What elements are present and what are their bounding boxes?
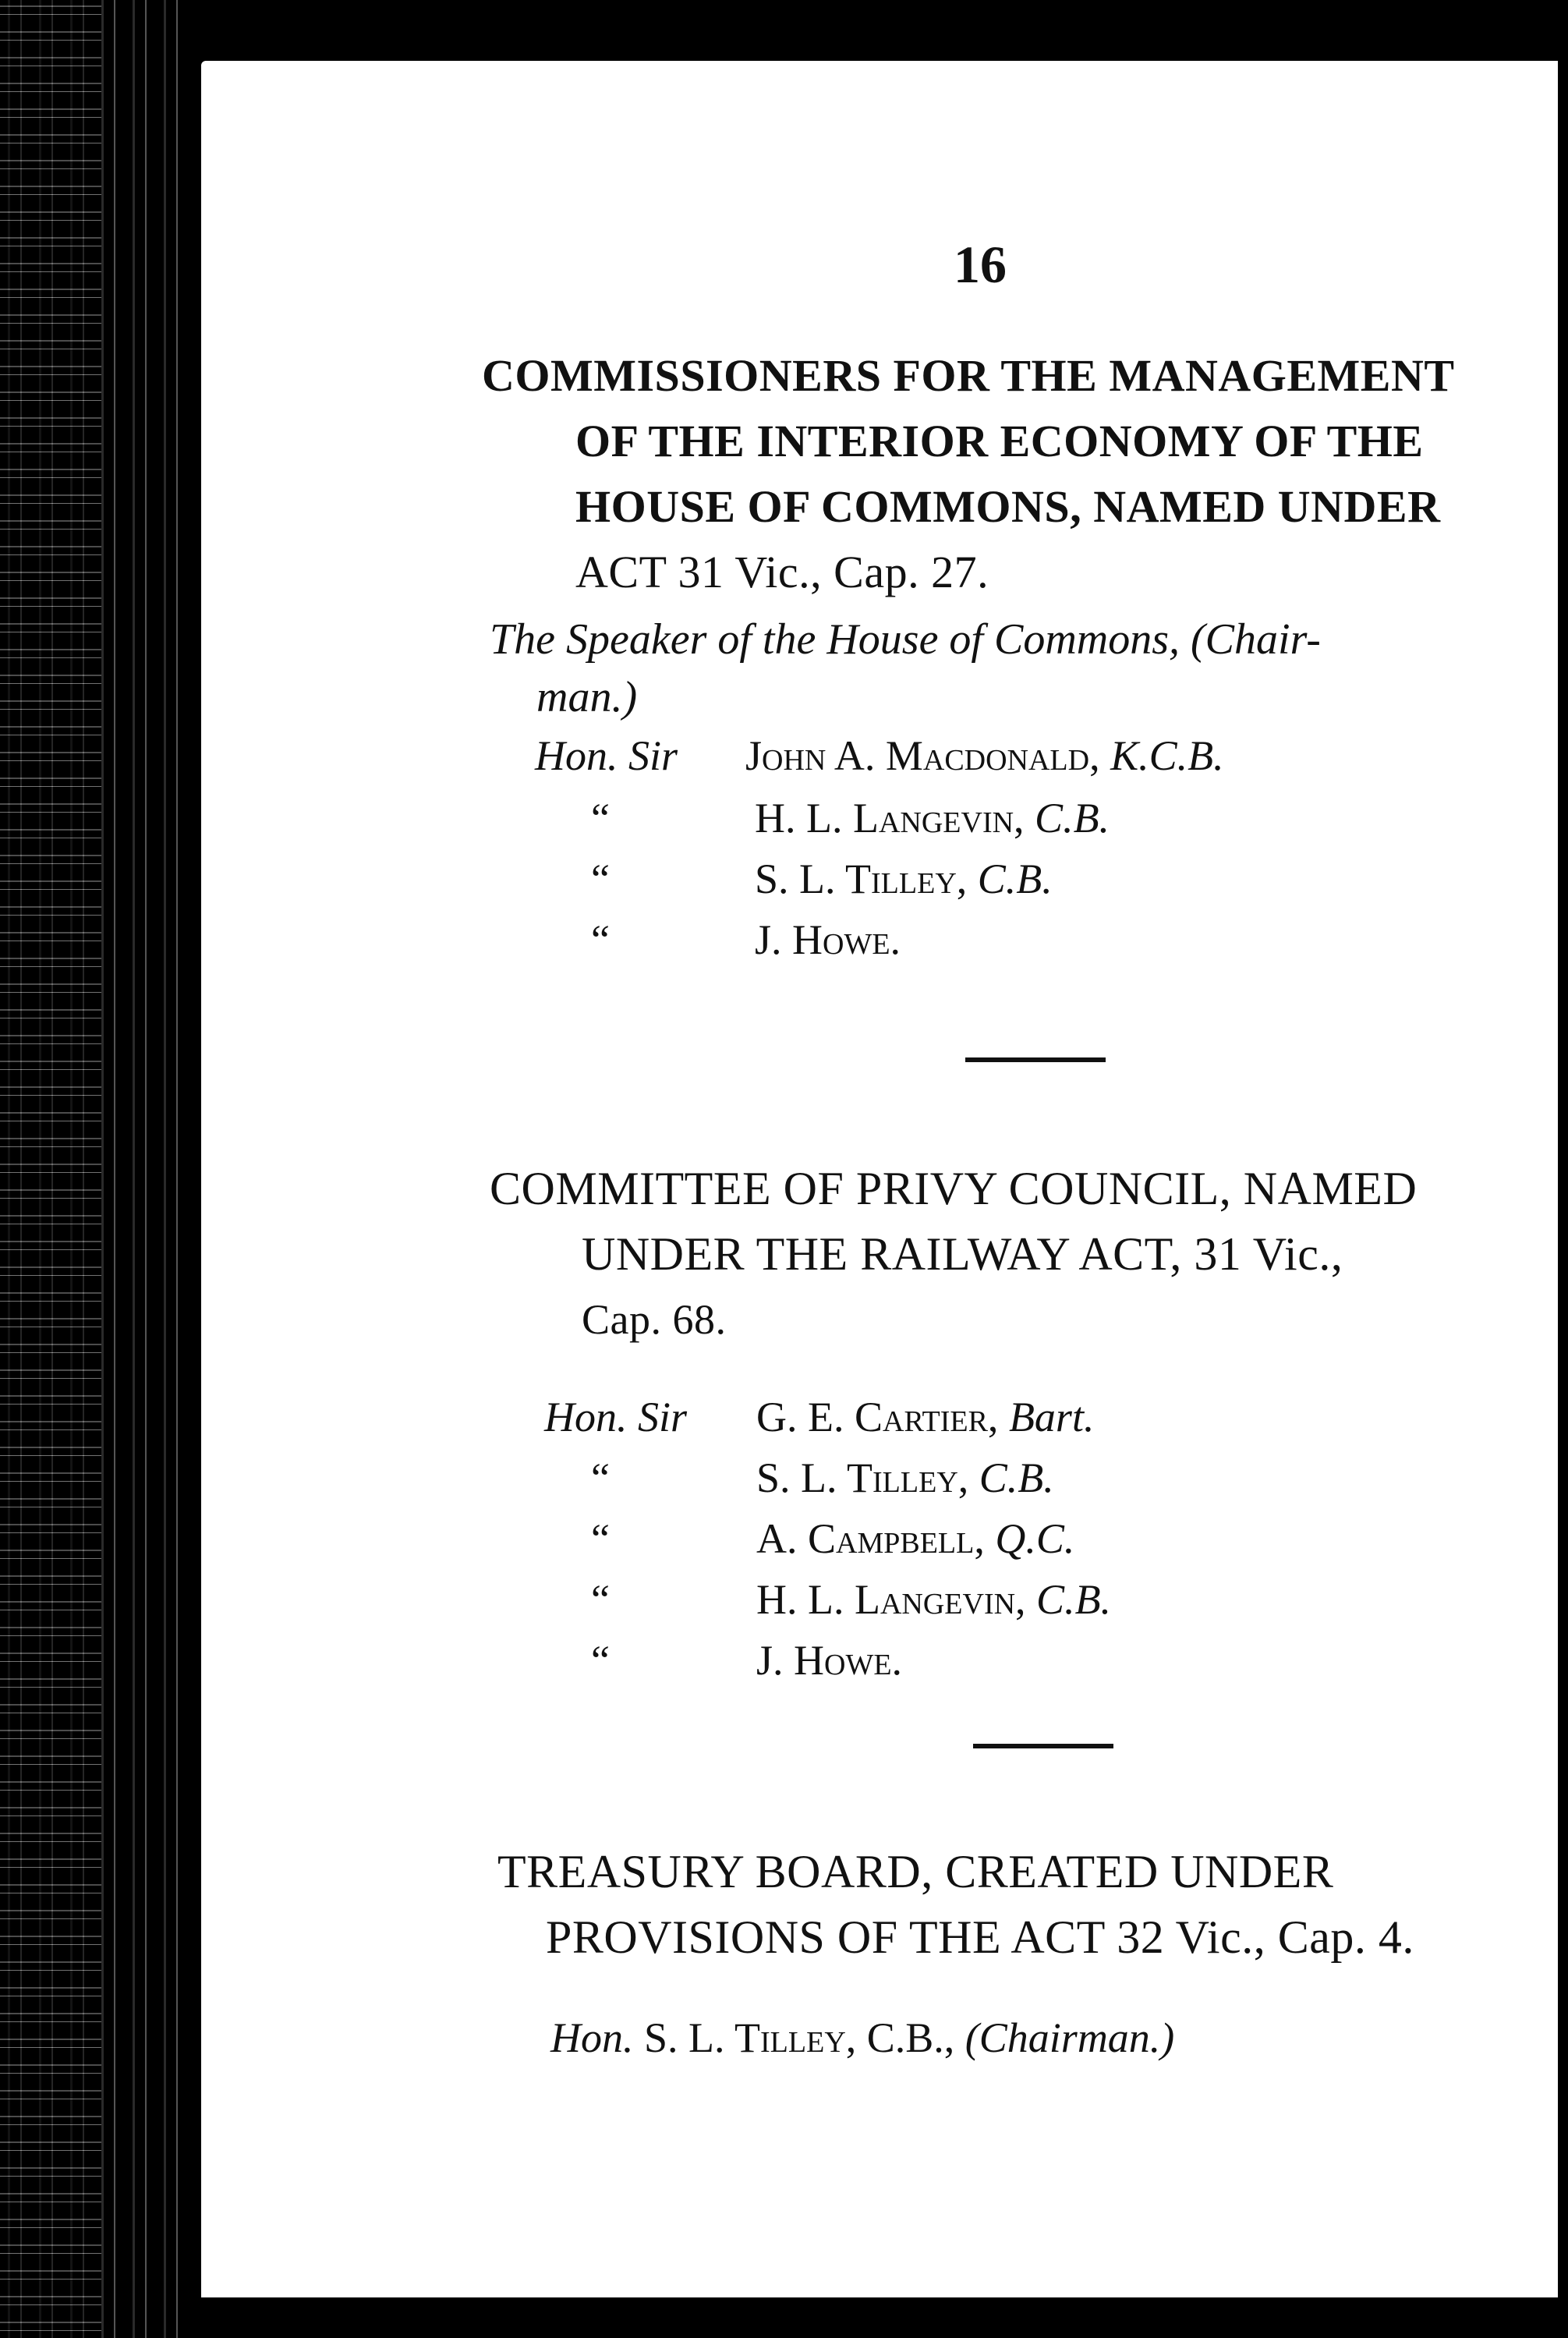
member-title: Hon. Sir bbox=[535, 732, 678, 779]
heading-line: Cap. 68. bbox=[582, 1296, 727, 1343]
heading-line: UNDER THE RAILWAY ACT, 31 Vic., bbox=[582, 1228, 1343, 1280]
ditto-mark: “ bbox=[591, 1576, 610, 1623]
section-heading-treasury-board bbox=[497, 1839, 1414, 1970]
ditto-mark: “ bbox=[591, 795, 610, 841]
chair-name: S. L. Tilley, C.B., bbox=[644, 2014, 955, 2061]
section-heading-privy-council bbox=[490, 1156, 1417, 1352]
ditto-mark: “ bbox=[591, 1515, 610, 1562]
intro-speaker-continued: man.) bbox=[536, 673, 638, 721]
book-page bbox=[201, 61, 1558, 2297]
section-heading-commissioners bbox=[482, 343, 1455, 605]
member-name: A. Campbell, Q.C. bbox=[756, 1515, 1075, 1562]
chair-role: (Chairman.) bbox=[965, 2014, 1175, 2061]
heading-line: COMMISSIONERS FOR THE MANAGEMENT bbox=[482, 350, 1455, 401]
section-divider bbox=[973, 1744, 1113, 1748]
heading-line: COMMITTEE OF PRIVY COUNCIL, NAMED bbox=[490, 1163, 1418, 1214]
member-name: J. Howe. bbox=[755, 916, 901, 963]
heading-line: OF THE INTERIOR ECONOMY OF THE bbox=[575, 416, 1424, 466]
section-divider bbox=[965, 1057, 1106, 1062]
member-name: H. L. Langevin, C.B. bbox=[755, 795, 1110, 841]
chair-title: Hon. bbox=[550, 2014, 634, 2061]
member-name: J. Howe. bbox=[756, 1637, 903, 1684]
intro-speaker: The Speaker of the House of Commons, (Chair- bbox=[490, 615, 1321, 664]
ditto-mark: “ bbox=[591, 1637, 610, 1684]
ditto-mark: “ bbox=[591, 916, 610, 963]
member-name: G. E. Cartier, Bart. bbox=[756, 1394, 1095, 1440]
page-number: 16 bbox=[954, 235, 1007, 294]
ditto-mark: “ bbox=[591, 855, 610, 902]
member-title: Hon. Sir bbox=[544, 1394, 688, 1440]
member-name: S. L. Tilley, C.B. bbox=[756, 1454, 1054, 1501]
member-name: H. L. Langevin, C.B. bbox=[756, 1576, 1112, 1623]
heading-line: PROVISIONS OF THE ACT 32 Vic., Cap. 4. bbox=[546, 1911, 1414, 1963]
ditto-mark: “ bbox=[591, 1454, 610, 1501]
heading-line: ACT 31 Vic., Cap. 27. bbox=[575, 547, 989, 597]
heading-line: HOUSE OF COMMONS, NAMED UNDER bbox=[575, 481, 1441, 532]
heading-line: TREASURY BOARD, CREATED UNDER bbox=[497, 1846, 1334, 1897]
member-name: S. L. Tilley, C.B. bbox=[755, 855, 1053, 902]
treasury-chairman bbox=[550, 2014, 1174, 2062]
member-name: John A. Macdonald, K.C.B. bbox=[745, 732, 1224, 779]
page-edge-texture bbox=[0, 0, 101, 2338]
